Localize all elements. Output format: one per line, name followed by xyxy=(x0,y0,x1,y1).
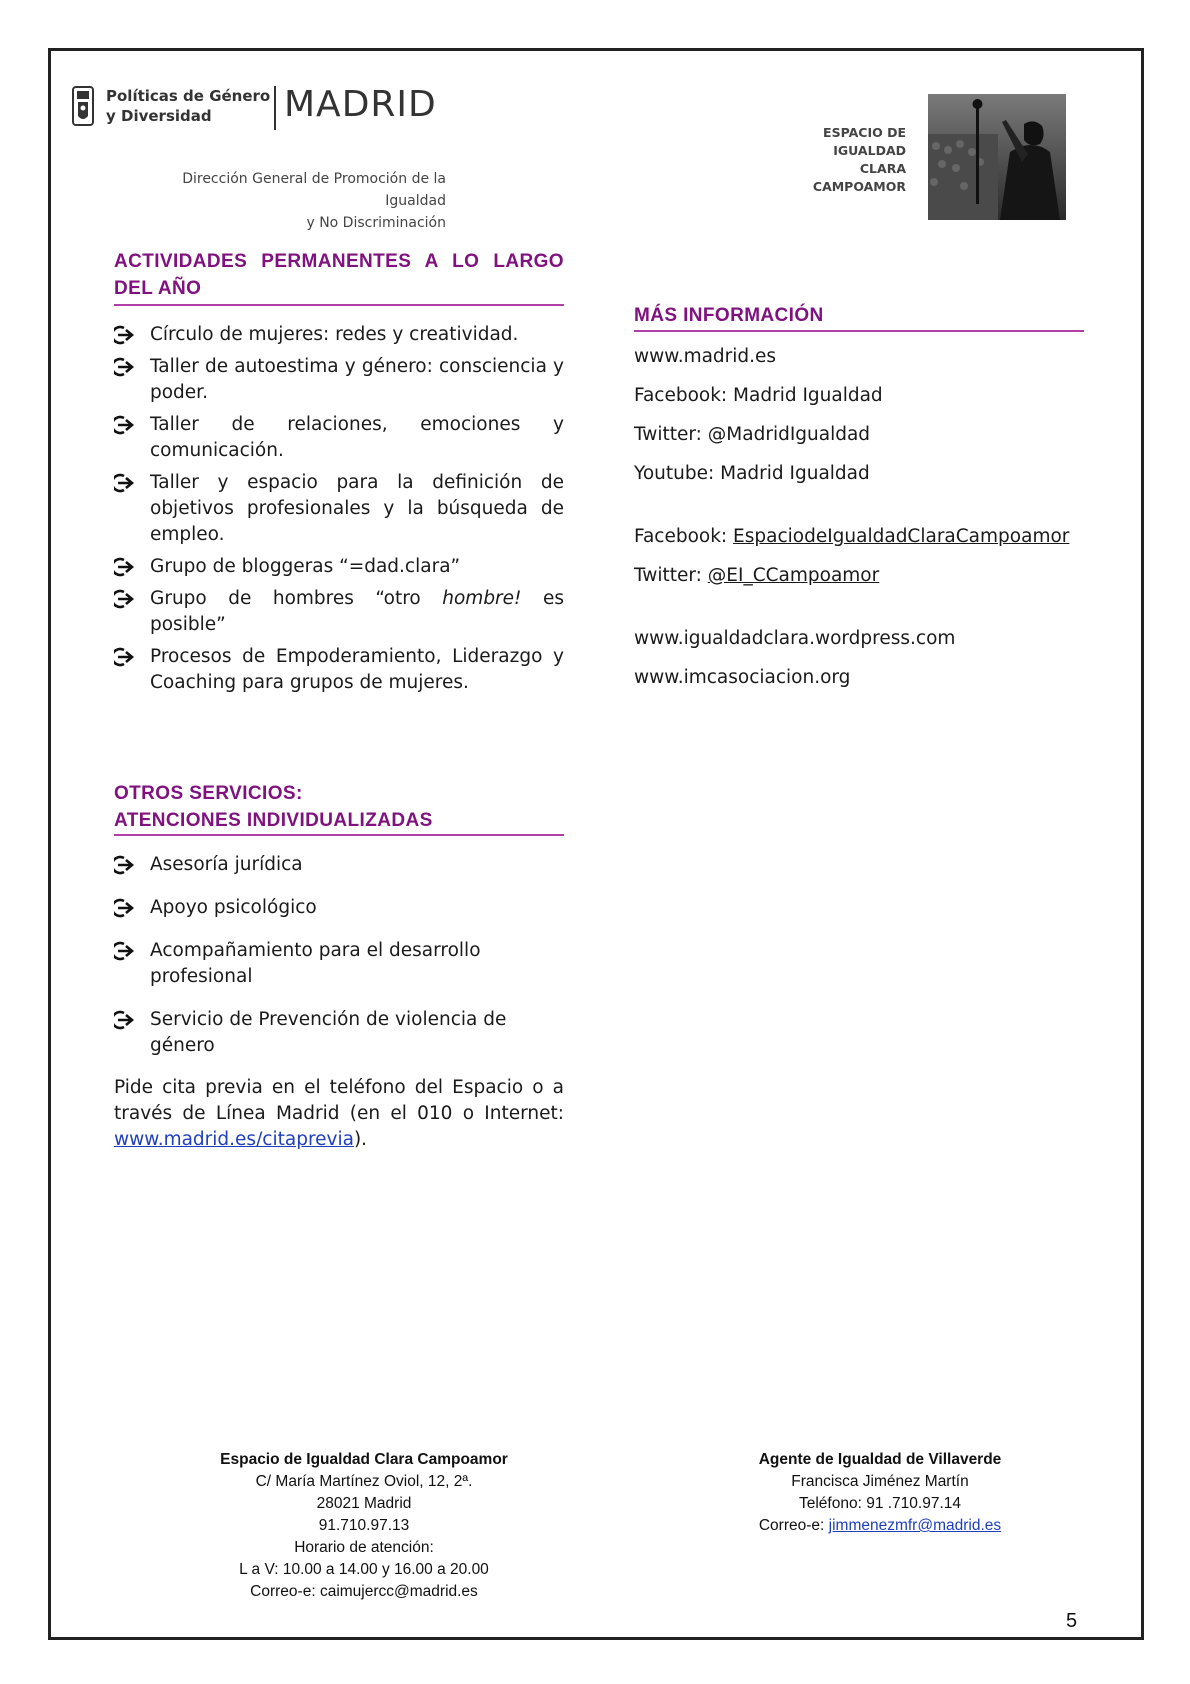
arrow-bullet-icon xyxy=(114,647,136,667)
mas-info-heading: MÁS INFORMACIÓN xyxy=(634,305,824,326)
list-item-text: Asesoría jurídica xyxy=(150,854,303,875)
espacio-logo-line-2: IGUALDAD xyxy=(833,143,906,158)
twitter-espacio-link[interactable]: @EI_CCampoamor xyxy=(707,565,880,586)
facebook-espacio xyxy=(634,524,1094,550)
list-item-text: Apoyo psicológico xyxy=(150,897,317,918)
cita-previa-link[interactable]: www.madrid.es/citaprevia xyxy=(114,1129,354,1150)
otros-heading-line-2: ATENCIONES INDIVIDUALIZADAS xyxy=(114,810,433,831)
blog-link[interactable]: www.igualdadclara.wordpress.com xyxy=(634,628,956,649)
list-item xyxy=(114,938,514,990)
arrow-bullet-icon xyxy=(114,589,136,609)
directorate-line-1: Dirección General de Promoción de la Igualdad xyxy=(182,171,446,209)
list-item-text: Círculo de mujeres: redes y creatividad. xyxy=(150,324,519,345)
footer-agente xyxy=(720,1449,1040,1537)
list-item xyxy=(114,1007,514,1059)
facebook-espacio-link[interactable]: EspaciodeIgualdadClaraCampoamor xyxy=(733,526,1070,547)
list-item xyxy=(114,322,564,348)
footer-espacio-city: 28021 Madrid xyxy=(316,1495,412,1512)
actividades-heading xyxy=(114,248,564,302)
list-item-text: Taller y espacio para la definición de objetivos profesionales y la búsqueda de empleo. xyxy=(150,472,564,545)
list-item xyxy=(114,586,564,638)
footer-espacio-hours: L a V: 10.00 a 14.00 y 16.00 a 20.00 xyxy=(239,1561,489,1578)
list-item xyxy=(114,554,564,580)
logo-line-2: y Diversidad xyxy=(106,107,212,125)
footer-agente-name: Francisca Jiménez Martín xyxy=(791,1473,969,1490)
footer-agente-phone: Teléfono: 91 .710.97.14 xyxy=(798,1495,962,1512)
otros-list xyxy=(114,852,514,1059)
cita-end: ). xyxy=(353,1129,368,1150)
espacio-logo-line-3: CLARA xyxy=(859,161,906,176)
footer-espacio xyxy=(194,1449,534,1603)
arrow-bullet-icon xyxy=(114,557,136,577)
otros-rule xyxy=(114,834,564,836)
actividades-heading-line-2: DEL AÑO xyxy=(114,278,202,299)
youtube-madrid: Youtube: Madrid Igualdad xyxy=(634,463,870,484)
list-item xyxy=(114,852,514,878)
list-item-italic: hombre! xyxy=(442,588,522,609)
footer-agente-title: Agente de Igualdad de Villaverde xyxy=(758,1451,1002,1468)
arrow-bullet-icon xyxy=(114,941,136,961)
list-item-text: Procesos de Empoderamiento, Liderazgo y Coaching para grupos de mujeres. xyxy=(150,646,564,693)
actividades-rule xyxy=(114,304,564,306)
list-item-text: Taller de relaciones, emociones y comunicación. xyxy=(150,414,564,461)
mas-info-list xyxy=(634,344,1094,691)
page-number: 5 xyxy=(1066,1610,1078,1632)
footer-agente-email-link[interactable]: jimmenezmfr@madrid.es xyxy=(828,1517,1002,1534)
logo-line-1: Políticas de Género xyxy=(106,87,271,105)
twitter-espacio xyxy=(634,563,1094,589)
footer-espacio-phone: 91.710.97.13 xyxy=(318,1517,410,1534)
otros-heading-line-1: OTROS SERVICIOS: xyxy=(114,783,303,804)
arrow-bullet-icon xyxy=(114,473,136,493)
footer-agente-email xyxy=(720,1515,1040,1537)
campoamor-photo xyxy=(928,94,1066,220)
espacio-logo-line-4: CAMPOAMOR xyxy=(812,179,906,194)
footer-espacio-address: C/ María Martínez Oviol, 12, 2ª. xyxy=(255,1473,473,1490)
otros-heading xyxy=(114,780,564,834)
list-item xyxy=(114,644,564,696)
list-item-text: Servicio de Prevención de violencia de género xyxy=(150,1009,507,1056)
espacio-logo-text xyxy=(780,124,906,196)
facebook-label: Facebook: xyxy=(634,526,734,547)
list-item-text: Taller de autoestima y género: consciencia y poder. xyxy=(150,356,564,403)
footer-espacio-email: Correo-e: caimujercc@madrid.es xyxy=(250,1583,478,1600)
list-item-text-end: es posible” xyxy=(150,588,564,635)
list-item-text: Grupo de hombres “otro xyxy=(150,588,443,609)
mas-info-rule xyxy=(634,330,1084,332)
footer-agente-email-label: Correo-e: xyxy=(758,1517,829,1534)
arrow-bullet-icon xyxy=(114,855,136,875)
arrow-bullet-icon xyxy=(114,415,136,435)
list-item xyxy=(114,412,564,464)
list-item xyxy=(114,470,564,548)
imc-link[interactable]: www.imcasociacion.org xyxy=(634,667,851,688)
logo-text xyxy=(106,86,270,126)
arrow-bullet-icon xyxy=(114,898,136,918)
list-item-text: Acompañamiento para el desarrollo profesional xyxy=(150,940,481,987)
arrow-bullet-icon xyxy=(114,357,136,377)
madrid-shield-icon xyxy=(72,86,94,126)
website-link[interactable]: www.madrid.es xyxy=(634,346,777,367)
directorate-name xyxy=(140,168,446,234)
list-item xyxy=(114,895,514,921)
twitter-label: Twitter: xyxy=(634,565,708,586)
directorate-line-2: y No Discriminación xyxy=(306,215,446,231)
madrid-wordmark: MADRID xyxy=(284,84,437,125)
espacio-logo-line-1: ESPACIO DE xyxy=(823,125,906,140)
footer-espacio-hours-label: Horario de atención: xyxy=(294,1539,434,1556)
arrow-bullet-icon xyxy=(114,1010,136,1030)
footer-espacio-title: Espacio de Igualdad Clara Campoamor xyxy=(220,1451,508,1468)
facebook-madrid: Facebook: Madrid Igualdad xyxy=(634,385,883,406)
logo-divider xyxy=(274,86,276,130)
cita-text: Pide cita previa en el teléfono del Espacio o a través de Línea Madrid (en el 010 o Internet: xyxy=(114,1077,564,1124)
actividades-heading-line-1: ACTIVIDADES PERMANENTES A LO LARGO xyxy=(114,251,564,272)
list-item xyxy=(114,354,564,406)
twitter-madrid: Twitter: @MadridIgualdad xyxy=(634,424,871,445)
arrow-bullet-icon xyxy=(114,325,136,345)
actividades-list xyxy=(114,322,564,696)
cita-previa-paragraph xyxy=(114,1075,564,1153)
list-item-text: Grupo de bloggeras “=dad.clara” xyxy=(150,556,461,577)
